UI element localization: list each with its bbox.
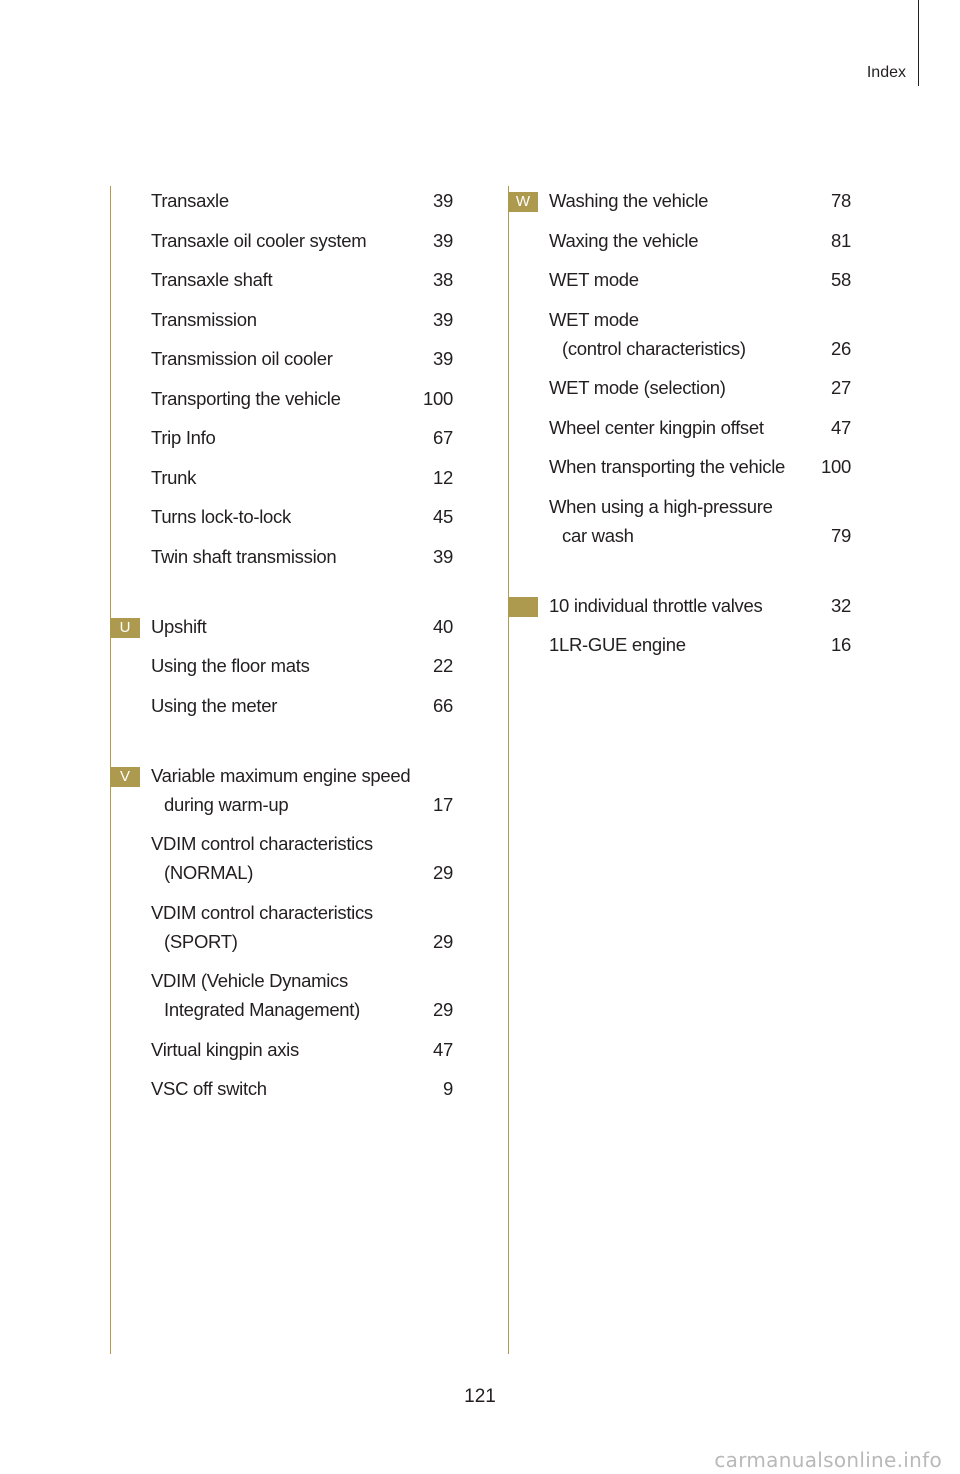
entry-line [151,1035,453,1064]
page-reference: 58 [831,269,851,290]
entry-line [549,305,851,334]
page-reference: 100 [821,456,851,477]
entry-label: Transaxle shaft [151,269,273,290]
page-reference: 39 [433,348,453,369]
entry-label: Using the meter [151,694,278,716]
letter-tab: U [110,618,140,638]
entry-label: Trip Info [151,427,216,448]
index-group [508,186,851,550]
page-reference: 29 [433,930,453,952]
index-entry [508,492,851,550]
entry-label: VDIM control characteristics [151,901,373,923]
page-number: 121 [464,1386,496,1407]
index-entry [110,423,453,452]
entry-line [151,226,453,255]
entry-label: Transmission oil cooler [151,348,333,369]
entry-label: (control characteristics) [562,337,746,359]
entry-line [151,829,453,858]
entry-line [549,373,851,402]
entry-label: Washing the vehicle [549,190,709,211]
entry-label: (SPORT) [164,930,238,952]
index-entry [110,186,453,215]
entry-line [151,423,453,452]
entry-label: Using the floor mats [151,655,310,676]
index-group [110,612,453,720]
index-entry [508,186,851,215]
page-reference: 17 [433,793,453,815]
entry-label: WET mode [549,269,639,290]
entry-label: Turns lock-to-lock [151,506,291,527]
entry-line [151,186,453,215]
entry-label: VSC off switch [151,1078,267,1099]
index-entry [508,265,851,294]
entry-line [151,384,453,413]
entry-line [151,305,453,334]
entry-label: 1LR-GUE engine [549,634,686,655]
entry-line [151,790,453,819]
entry-line [151,927,453,956]
entry-line [549,265,851,294]
index-entry [110,829,453,887]
index-group [508,591,851,660]
index-entry [110,691,453,720]
page-reference: 79 [831,524,851,546]
page-reference: 45 [433,506,453,527]
entry-line [151,995,453,1024]
index-column-right [508,186,851,659]
entry-line [151,265,453,294]
entry-label: Transmission [151,308,257,330]
page-reference: 16 [831,634,851,655]
entry-label: 10 individual throttle valves [549,594,763,616]
entry-label: Transporting the vehicle [151,387,341,409]
entry-line [549,226,851,255]
entry-line [549,521,851,550]
entry-line [549,492,851,521]
index-entry [110,384,453,413]
entry-label: When transporting the vehicle [549,456,786,477]
entry-line [549,630,851,659]
page-reference: 100 [423,387,453,409]
index-entry [110,542,453,571]
page-reference: 22 [433,655,453,676]
page-reference: 27 [831,377,851,398]
entry-line [151,691,453,720]
page-reference: 39 [433,308,453,330]
index-entry [110,898,453,956]
index-entry [508,226,851,255]
entry-label: car wash [562,524,634,546]
index-entry [110,265,453,294]
index-entry [110,502,453,531]
entry-label: Trunk [151,466,197,488]
entry-label: VDIM (Vehicle Dynamics [151,970,348,991]
index-entry [508,373,851,402]
index-entry [110,761,453,819]
entry-line [549,413,851,442]
page-reference: 26 [831,337,851,359]
page-reference: 9 [443,1078,453,1099]
index-entry [110,612,453,641]
index-entry [110,966,453,1024]
entry-label: Transaxle oil cooler system [151,229,367,251]
page-reference: 67 [433,427,453,448]
page-reference: 40 [433,615,453,637]
page-reference: 39 [433,545,453,567]
entry-line [151,858,453,887]
entry-label: WET mode [549,308,639,330]
page-reference: 38 [433,269,453,290]
entry-label: Wheel center kingpin offset [549,416,764,438]
page-reference: 47 [831,416,851,438]
index-entry [110,1035,453,1064]
entry-label: Integrated Management) [164,999,360,1020]
index-column-left [110,186,453,1103]
entry-label: during warm-up [164,793,289,815]
section-title: Index [866,64,906,81]
entry-line [151,898,453,927]
entry-line [151,463,453,492]
watermark: carmanualsonline.info [714,1448,942,1472]
entry-line [151,761,453,790]
entry-line [151,612,453,641]
entry-line [151,651,453,680]
entry-label: WET mode (selection) [549,377,726,398]
entry-label: Waxing the vehicle [549,229,699,251]
index-entry [508,413,851,442]
page-reference: 66 [433,694,453,716]
index-entry [110,651,453,680]
index-entry [110,463,453,492]
index-entry [508,630,851,659]
page-reference: 29 [433,862,453,883]
entry-line [549,186,851,215]
header-divider [918,0,919,86]
index-entry [508,305,851,363]
entry-line [151,344,453,373]
page-reference: 47 [433,1038,453,1060]
entry-line [549,334,851,363]
page-reference: 39 [433,229,453,251]
page-reference: 32 [831,594,851,616]
index-entry [110,226,453,255]
entry-line [151,966,453,995]
entry-line [151,1074,453,1103]
index-entry [110,1074,453,1103]
page-reference: 81 [831,229,851,251]
page-reference: 29 [433,999,453,1020]
entry-label: Twin shaft transmission [151,545,337,567]
entry-label: Transaxle [151,190,229,211]
entry-label: (NORMAL) [164,862,254,883]
entry-label: Upshift [151,615,207,637]
entry-line [549,591,851,620]
index-entry [508,452,851,481]
letter-tab: V [110,767,140,787]
entry-label: Virtual kingpin axis [151,1038,299,1060]
letter-tab: W [508,192,538,212]
index-entry [110,305,453,334]
entry-label: Variable maximum engine speed [151,764,411,786]
entry-line [549,452,851,481]
index-group [110,186,453,571]
index-entry [110,344,453,373]
page-reference: 78 [831,190,851,211]
entry-line [151,542,453,571]
entry-label: VDIM control characteristics [151,833,373,854]
index-group [110,761,453,1104]
page-reference: 39 [433,190,453,211]
index-entry [508,591,851,620]
entry-line [151,502,453,531]
page-reference: 12 [433,466,453,488]
entry-label: When using a high-pressure [549,495,773,517]
